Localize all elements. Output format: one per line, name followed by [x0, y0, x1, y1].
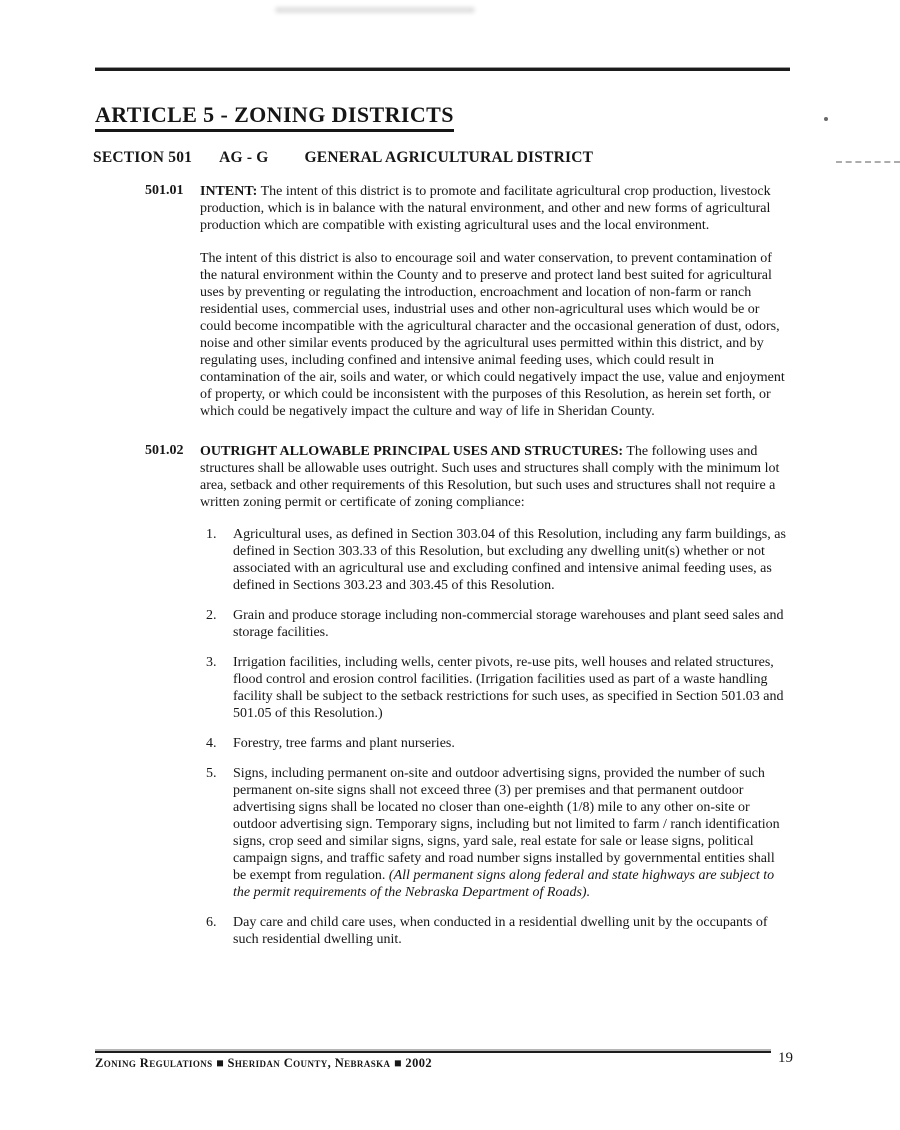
list-item: [206, 607, 792, 641]
section-code: AG - G: [219, 149, 269, 166]
page-number: 19: [778, 1050, 793, 1066]
section-heading: [93, 149, 593, 167]
list-item-text: Day care and child care uses, when conducted in a residential dwelling unit by the occupants of such residential dwelling unit.: [233, 915, 768, 947]
list-item-number: 3.: [206, 655, 217, 670]
footer-text: Zoning Regulations ■ Sheridan County, Nebraska ■ 2002: [95, 1056, 433, 1070]
list-item-number: 1.: [206, 527, 217, 542]
list-item-text: Forestry, tree farms and plant nurseries.: [233, 736, 455, 751]
clause-number: 501.01: [145, 183, 184, 198]
intent-paragraph-1: [200, 183, 792, 234]
list-item-text: Agricultural uses, as defined in Section 303.04 of this Resolution, including any farm buildings, as defined in Section 303.33 of this Resolution, but excluding any dwelling unit(s) whether or not associated with an agricultural use and excluding confined and intensive animal feeding uses, as defined in Sections 303.23 and 303.45 of this Resolution.: [233, 527, 786, 593]
clause-lead: INTENT:: [200, 184, 258, 199]
section-title: GENERAL AGRICULTURAL DISTRICT: [304, 149, 594, 166]
list-item: [206, 765, 792, 901]
list-item-number: 6.: [206, 915, 217, 930]
list-item: [206, 914, 792, 948]
article-heading: ARTICLE 5 - ZONING DISTRICTS: [95, 102, 454, 132]
list-item-text-normal: Signs, including permanent on-site and outdoor advertising signs, provided the number of such permanent on-site signs shall not exceed three (3) per premises and that permanent outdoor advertising signs shall be located no closer than one-eighth (1/8) mile to any other on-site or outdoor advertising sign. Temporary signs, including but not limited to farm / ranch identification signs, crop seed and similar signs, signs, yard sale, real estate for sale or lease signs, political campaign signs, and traffic safety and road number signs installed by governmental entities shall be exempt from regulation.: [233, 766, 780, 883]
list-item-number: 4.: [206, 736, 217, 751]
list-item-text: [233, 765, 789, 901]
list-item-number: 5.: [206, 766, 217, 781]
list-item-number: 2.: [206, 608, 217, 623]
list-item-italic-note: (All permanent signs along federal and state highways are subject to the permit requirements of the Nebraska Department of Roads).: [233, 868, 775, 900]
list-item: [206, 526, 792, 594]
intent-paragraph-2: The intent of this district is also to encourage soil and water conservation, to prevent contamination of the natural environment within the County and to preserve and protect land best suited for agricultural uses by preventing or regulating the introduction, encroachment and location of non-farm or ranch residential uses, commercial uses, industrial uses and other non-agricultural uses which would be or could become incompatible with the agricultural character and the occasional generation of dust, odors, noise and other similar events produced by the agricultural uses permitted within this district, and by regulating uses, including confined and intensive animal feeding uses, which could result in contamination of the air, soils and water, or which could negatively impact the use, value and enjoyment of property, or which could be inconsistent with the purposes of this Resolution, as herein set forth, or which could be negatively impact the culture and way of life in Sheridan County.: [200, 251, 785, 419]
allowable-uses-list: [200, 526, 792, 948]
clause-number: 501.02: [145, 443, 184, 458]
paragraph-text: The following uses and structures shall be allowable uses outright. Such uses and structures shall comply with the minimum lot area, setback and other requirements of this Resolution, but such uses and structures shall not require a written zoning permit or certificate of zoning compliance:: [200, 444, 780, 510]
list-item-text: Grain and produce storage including non-commercial storage warehouses and plant seed sales and storage facilities.: [233, 608, 784, 640]
clause-501-02: [0, 443, 900, 948]
list-item-text: Irrigation facilities, including wells, center pivots, re-use pits, well houses and related structures, flood control and erosion control facilities. (Irrigation facilities used as part of a waste handling facility shall be subject to the setback restrictions for such uses, as specified in Section 501.03 and 501.05 of this Resolution.): [233, 655, 784, 721]
top-rule: [95, 68, 790, 71]
section-label: SECTION 501: [93, 149, 193, 166]
scan-artifact: [824, 117, 828, 121]
list-item: [206, 654, 792, 722]
scan-artifact: [275, 7, 475, 13]
clause-lead: OUTRIGHT ALLOWABLE PRINCIPAL USES AND STRUCTURES:: [200, 444, 624, 459]
clause-501-01: [0, 183, 900, 420]
paragraph-text: The intent of this district is to promote and facilitate agricultural crop production, livestock production, which is in balance with the natural environment, and other and new forms of agricultural production which are compatible with existing agricultural uses and the local environment.: [200, 184, 771, 233]
clause-body: [200, 183, 792, 420]
outright-intro-paragraph: [200, 443, 792, 511]
footer-rule: [95, 1051, 771, 1053]
document-body: [0, 183, 900, 948]
scan-artifact: [836, 161, 900, 163]
clause-body: [200, 443, 792, 948]
list-item: [206, 735, 792, 752]
